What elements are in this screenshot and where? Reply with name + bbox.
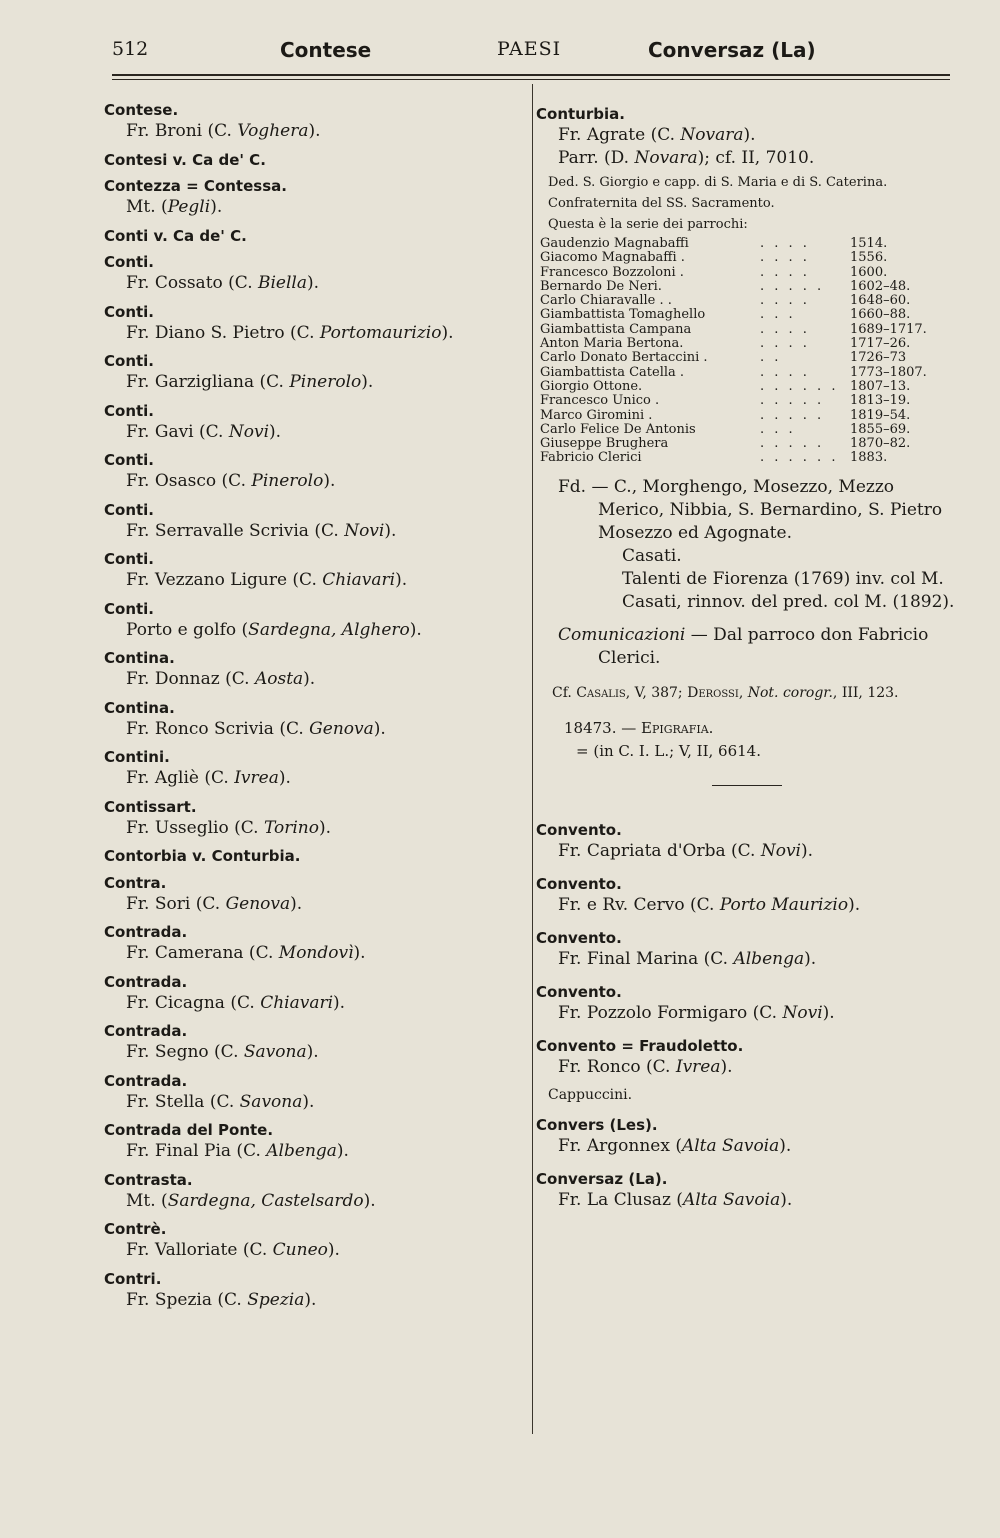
entry-line: Fr. Final Pia (C. Albenga).: [126, 1141, 349, 1161]
entry-line: Fr. Broni (C. Voghera).: [126, 121, 321, 141]
dictionary-entry: [104, 1269, 524, 1312]
priest-years: 1556.: [850, 250, 888, 266]
priest-table: [540, 237, 940, 466]
dictionary-entry: [104, 747, 524, 790]
entry-head: Conturbia.: [536, 105, 625, 123]
priest-row: [540, 323, 940, 337]
dedication-note: Ded. S. Giorgio e capp. di S. Maria e di S. Caterina.: [548, 175, 888, 190]
dictionary-entry: [104, 252, 524, 295]
dictionary-entry: [104, 873, 524, 916]
leader-dots: . .: [760, 351, 782, 366]
leader-dots: . . . .: [760, 251, 810, 266]
entry-head: Conti.: [104, 500, 155, 519]
dictionary-entry: [104, 500, 524, 543]
comunicazioni-text: — Dal parroco don Fabricio Clerici.: [598, 624, 929, 668]
leader-dots: . . . . .: [760, 437, 825, 452]
dictionary-entry: [536, 1115, 956, 1158]
entry-line: Mt. (Pegli).: [126, 197, 223, 217]
comunicazioni-label: Comunicazioni: [558, 624, 686, 645]
dictionary-entry: [104, 401, 524, 444]
dictionary-entry: [536, 874, 956, 917]
dictionary-entry: [104, 226, 524, 246]
entry-head: Conversaz (La).: [536, 1169, 668, 1188]
entry-head: Convento = Fraudoletto.: [536, 1036, 744, 1055]
running-header: [112, 38, 950, 70]
priest-list-intro: Questa è la serie dei parrochi:: [548, 217, 748, 232]
epigrafia-line: [536, 717, 956, 740]
priest-name: Francesco Bozzoloni .: [540, 264, 684, 280]
dictionary-entry: [104, 648, 524, 691]
priest-row: [540, 366, 940, 380]
page-number: 512: [112, 38, 149, 60]
priest-years: 1855–69.: [850, 421, 911, 437]
entry-line: Fr. e Rv. Cervo (C. Porto Maurizio).: [558, 894, 861, 915]
dictionary-entry: [536, 1169, 956, 1212]
header-first-term: Contese: [280, 38, 372, 62]
entry-head: Contrada.: [104, 972, 188, 991]
dictionary-entry: [104, 549, 524, 592]
dictionary-entry: [104, 846, 524, 866]
priest-name: Giorgio Ottone.: [540, 378, 643, 394]
priest-row: [540, 409, 940, 423]
priest-years: 1689–1717.: [850, 321, 927, 337]
leader-dots: . . . .: [760, 337, 810, 352]
priest-name: Carlo Felice De Antonis: [540, 421, 696, 437]
cf-author-casalis: Casalis: [576, 684, 626, 701]
entry-head: Contezza = Contessa.: [104, 177, 287, 195]
priest-row: [540, 394, 940, 408]
priest-row: [540, 237, 940, 251]
entry-head: Contrada.: [104, 1071, 188, 1090]
priest-years: 1870–82.: [850, 436, 911, 452]
fd-talenti: Talenti de Fiorenza (1769) inv. col M.: [622, 568, 944, 589]
entry-head: Contini.: [104, 748, 170, 766]
fd-paragraph: Fd. — C., Morghengo, Mosezzo, Mezzo Merico, Nibbia, S. Bernardino, S. Pietro Mosezzo ed Agognate.: [558, 476, 943, 543]
entry-line: Mt. (Sardegna, Castelsardo).: [126, 1190, 376, 1211]
leader-dots: . . . .: [760, 365, 810, 380]
entry-line: Fr. Vezzano Ligure (C. Chiavari).: [126, 570, 408, 590]
dictionary-entry: [104, 797, 524, 840]
entry-line: Fr. Stella (C. Savona).: [126, 1091, 315, 1112]
priest-years: 1726–73: [850, 350, 907, 366]
entry-note: Cappuccini.: [548, 1086, 633, 1103]
entry-line: Fr. Agliè (C. Ivrea).: [126, 768, 291, 788]
entry-head: Contesi v. Ca de' C.: [104, 150, 266, 169]
entry-head: Contrada.: [104, 1022, 188, 1040]
entry-line: Fr. Gavi (C. Novi).: [126, 421, 282, 442]
priest-name: Carlo Chiaravalle . .: [540, 293, 672, 309]
dictionary-entry: [104, 1170, 524, 1213]
entry-line: Fr. Ronco Scrivia (C. Genova).: [126, 718, 386, 739]
leader-dots: . . . . .: [760, 408, 825, 423]
leader-dots: . . . . . .: [760, 379, 839, 394]
leader-dots: . . . . .: [760, 279, 825, 294]
priest-name: Giambattista Catella .: [540, 364, 685, 380]
priest-years: 1717–26.: [850, 336, 911, 352]
citation: [536, 684, 956, 703]
dictionary-entry: [536, 928, 956, 971]
entry-head: Conti.: [104, 451, 155, 469]
entry-line: Fr. Usseglio (C. Torino).: [126, 817, 331, 838]
entry-line: Fr. Diano S. Pietro (C. Portomaurizio).: [126, 322, 454, 343]
section-separator: [712, 785, 782, 786]
priest-row: [540, 251, 940, 265]
entry-head: Contri.: [104, 1269, 162, 1288]
entry-head: Conti.: [104, 401, 155, 420]
entry-line: Porto e golfo (Sardegna, Alghero).: [126, 619, 422, 640]
priest-years: 1648–60.: [850, 293, 911, 309]
entry-line: Fr. Valloriate (C. Cuneo).: [126, 1240, 340, 1260]
entry-head: Contorbia v. Conturbia.: [104, 847, 301, 865]
leader-dots: . . . .: [760, 294, 810, 309]
entry-line: Fr. Osasco (C. Pinerolo).: [126, 471, 336, 491]
priest-row: [540, 351, 940, 365]
priest-name: Anton Maria Bertona.: [540, 336, 684, 352]
leader-dots: . . .: [760, 308, 796, 323]
epigrafia-number: 18473. —: [564, 718, 642, 737]
epigrafia-label: Epigrafia.: [641, 718, 714, 737]
cf-sep: ,: [738, 684, 748, 701]
entry-head: Convento.: [536, 820, 622, 839]
entry-head: Conti v. Ca de' C.: [104, 226, 247, 245]
priest-name: Giambattista Campana: [540, 321, 692, 337]
header-last-term: Conversaz (La): [648, 38, 816, 62]
dictionary-entry: [104, 972, 524, 1015]
spacer: [536, 670, 956, 680]
cf-author-derossi: Derossi: [687, 684, 739, 701]
entry-head: Convers (Les).: [536, 1115, 658, 1134]
priest-name: Giambattista Tomaghello: [540, 307, 706, 323]
entry-head: Contissart.: [104, 797, 197, 816]
leader-dots: . . . .: [760, 237, 810, 251]
leader-dots: . . .: [760, 422, 796, 437]
entry-line: Parr. (D. Novara); cf. II, 7010.: [558, 148, 815, 168]
priest-row: [540, 266, 940, 280]
dictionary-entry: [104, 100, 524, 143]
entry-line: Fr. Spezia (C. Spezia).: [126, 1289, 317, 1310]
entry-line: Fr. Cossato (C. Biella).: [126, 273, 320, 293]
leader-dots: . . . .: [760, 322, 810, 337]
dictionary-entry: [536, 1036, 956, 1104]
dictionary-entry: [104, 351, 524, 394]
priest-row: [540, 423, 940, 437]
cf-work: Not. corogr.: [747, 684, 833, 701]
entry-head: Contina.: [104, 649, 175, 667]
leader-dots: . . . . .: [760, 394, 825, 409]
priest-years: 1807–13.: [850, 378, 911, 394]
entry-head: Convento.: [536, 874, 622, 893]
priest-name: Francesco Unico .: [540, 393, 660, 409]
left-column: [104, 100, 524, 1318]
priest-name: Bernardo De Neri.: [540, 278, 662, 294]
dictionary-entry: [104, 150, 524, 170]
priest-years: 1883.: [850, 450, 888, 466]
dictionary-entry: [536, 820, 956, 863]
cf-mid: , V, 387;: [625, 684, 688, 701]
header-rule-thick: [112, 74, 950, 76]
entry-line: Fr. Capriata d'Orba (C. Novi).: [558, 840, 814, 861]
priest-row: [540, 451, 940, 465]
dictionary-entry: [104, 450, 524, 493]
entry-line: Fr. Serravalle Scrivia (C. Novi).: [126, 520, 397, 541]
confraternity-note: Confraternita del SS. Sacramento.: [548, 196, 775, 211]
entry-head: Convento.: [536, 982, 622, 1001]
dictionary-entry: [104, 1071, 524, 1114]
entry-line: Fr. Pozzolo Formigaro (C. Novi).: [558, 1002, 835, 1023]
entry-head: Contrasta.: [104, 1170, 193, 1189]
entry-line: Fr. Final Marina (C. Albenga).: [558, 948, 817, 969]
dictionary-entry: [104, 599, 524, 642]
priest-years: 1602–48.: [850, 278, 911, 294]
priest-years: 1813–19.: [850, 393, 911, 409]
entry-head: Contrè.: [104, 1220, 167, 1238]
right-column: [536, 104, 956, 1223]
cf-prefix: Cf.: [552, 684, 577, 701]
priest-row: [540, 294, 940, 308]
priest-years: 1514.: [850, 236, 888, 251]
priest-row: [540, 337, 940, 351]
priest-name: Gaudenzio Magnabaffi: [540, 236, 689, 251]
fd-casati-rinnov: Casati, rinnov. del pred. col M. (1892).: [622, 591, 955, 612]
entry-head: Convento.: [536, 928, 622, 947]
priest-years: 1600.: [850, 264, 888, 280]
entry-head: Contina.: [104, 698, 175, 717]
comunicazioni: [536, 624, 956, 670]
entry-head: Contra.: [104, 873, 167, 892]
entry-head: Conti.: [104, 550, 155, 568]
spacer: [536, 707, 956, 717]
entry-line: Fr. Garzigliana (C. Pinerolo).: [126, 372, 374, 392]
priest-row: [540, 380, 940, 394]
entry-line: Fr. Ronco (C. Ivrea).: [558, 1056, 733, 1077]
entry-line: Fr. Cicagna (C. Chiavari).: [126, 992, 346, 1013]
priest-row: [540, 280, 940, 294]
priest-row: [540, 308, 940, 322]
spacer: [536, 614, 956, 624]
epigrafia-reference: = (in C. I. L.; V, II, 6614.: [576, 741, 761, 760]
priest-name: Giuseppe Brughera: [540, 436, 669, 452]
entry-head: Conti.: [104, 302, 155, 321]
column-divider: [532, 84, 533, 1434]
entry-line: Fr. Agrate (C. Novara).: [558, 125, 756, 145]
entry-head: Conti.: [104, 253, 155, 271]
header-section: PAESI: [497, 38, 562, 60]
dictionary-entry: [536, 982, 956, 1025]
entry-head: Conti.: [104, 352, 155, 370]
leader-dots: . . . .: [760, 265, 810, 280]
dictionary-entry: [104, 1120, 524, 1163]
header-rule-thin: [112, 79, 950, 80]
right-entries: [536, 820, 956, 1212]
entry-head: Conti.: [104, 599, 155, 618]
dictionary-entry: [104, 176, 524, 219]
priest-row: [540, 437, 940, 451]
priest-name: Carlo Donato Bertaccini .: [540, 350, 708, 366]
priest-years: 1819–54.: [850, 407, 911, 423]
dictionary-entry: [104, 1219, 524, 1262]
entry-head: Contrada del Ponte.: [104, 1121, 274, 1139]
dictionary-entry: [104, 922, 524, 965]
entry-line: Fr. La Clusaz (Alta Savoia).: [558, 1189, 793, 1210]
dictionary-entry: [104, 698, 524, 741]
leader-dots: . . . . . .: [760, 451, 839, 466]
cf-end: , III, 123.: [832, 684, 899, 701]
entry-line: Fr. Donnaz (C. Aosta).: [126, 669, 316, 689]
fd-casati: Casati.: [622, 545, 682, 566]
priest-years: 1773–1807.: [850, 364, 927, 380]
priest-name: Giacomo Magnabaffi .: [540, 250, 685, 266]
priest-name: Fabricio Clerici: [540, 450, 642, 466]
entry-line: Fr. Segno (C. Savona).: [126, 1042, 319, 1062]
priest-years: 1660–88.: [850, 307, 911, 323]
entry-head: Contese.: [104, 101, 179, 119]
entry-conturbia: [536, 104, 956, 763]
priest-name: Marco Giromini .: [540, 407, 653, 423]
entry-line: Fr. Argonnex (Alta Savoia).: [558, 1135, 792, 1156]
entry-line: Fr. Camerana (C. Mondovì).: [126, 943, 366, 963]
entry-head: Contrada.: [104, 923, 188, 941]
dictionary-entry: [104, 1021, 524, 1064]
entry-line: Fr. Sori (C. Genova).: [126, 893, 303, 914]
dictionary-entry: [104, 302, 524, 345]
